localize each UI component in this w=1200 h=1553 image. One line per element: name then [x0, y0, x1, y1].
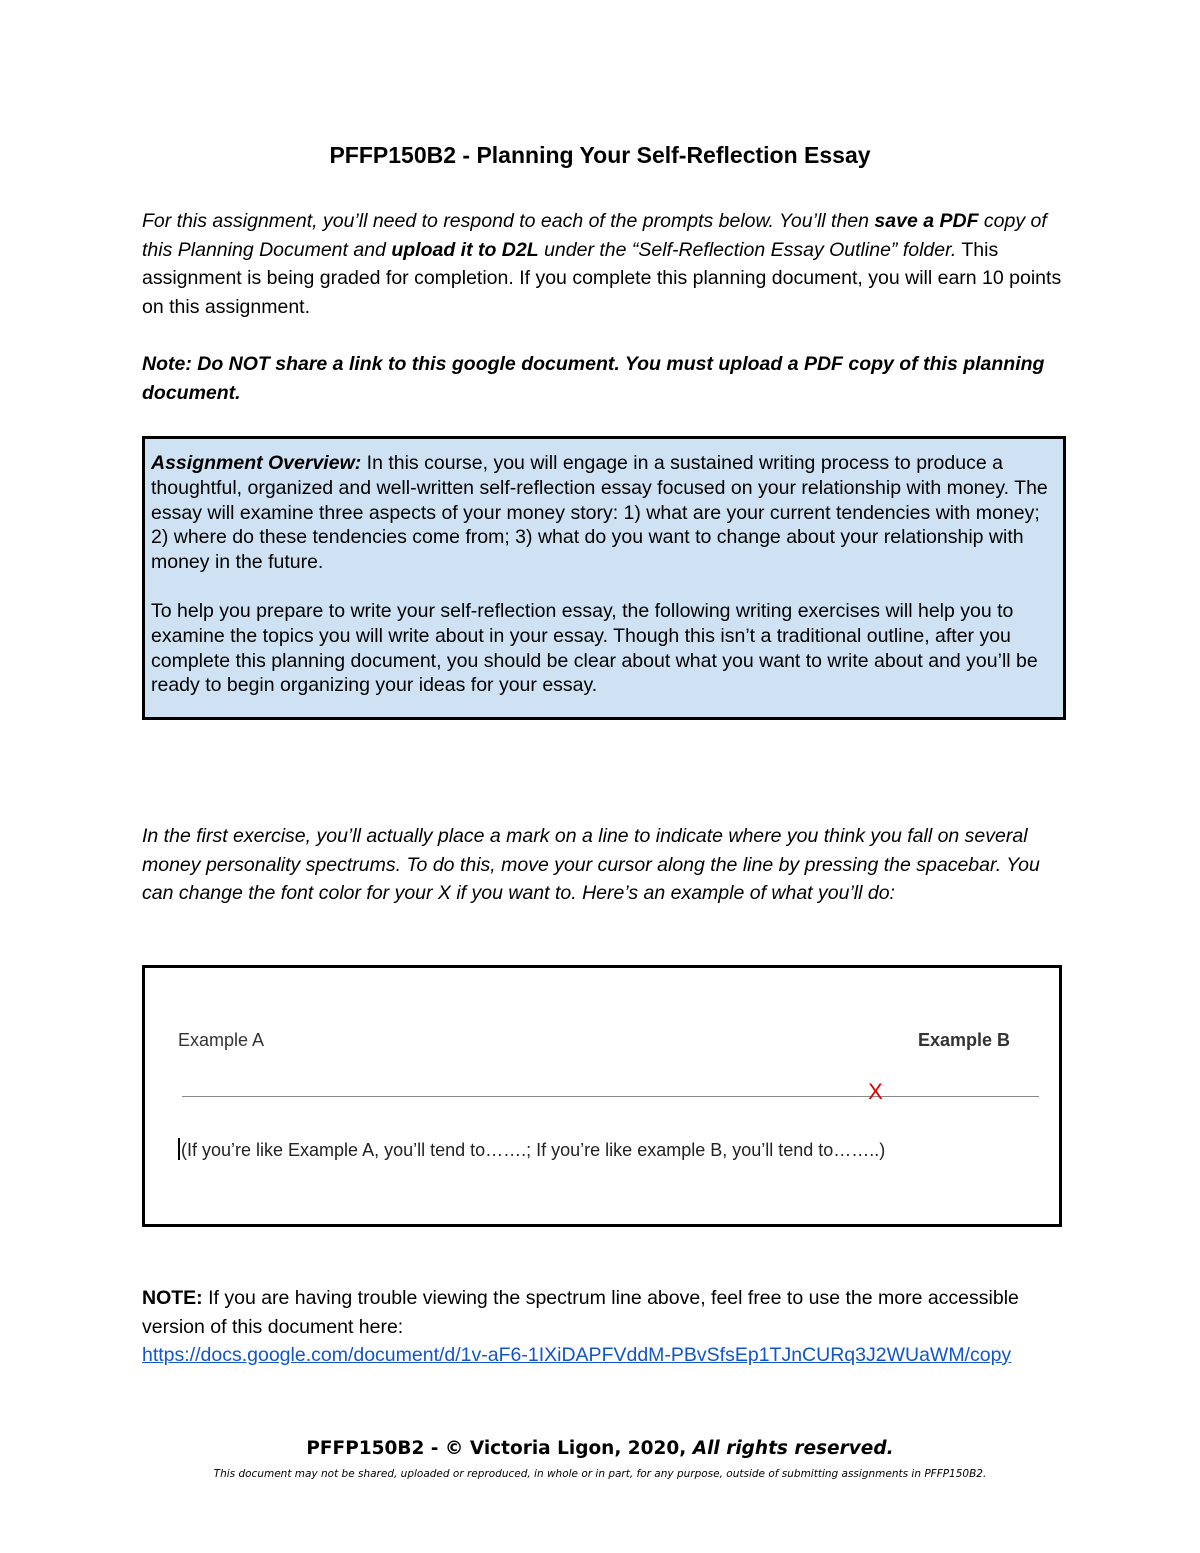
footer-disclaimer: This document may not be shared, uploaded or reproduced, in whole or in part, for any purpose, outside of submitting assignments in PFFP150B2. [213, 1468, 987, 1480]
footer-copyright [0, 1438, 1200, 1459]
access-note-label: NOTE: [142, 1287, 203, 1309]
overview-paragraph-1 [151, 451, 1051, 575]
example-spectrum-box [142, 965, 1062, 1227]
accessible-version-note [142, 1284, 1062, 1370]
overview-paragraph-2: To help you prepare to write your self-reflection essay, the following writing exercises will help you to examine the topics you will write about in your essay. Though this isn’t a traditional outline, after you complete this planning document, you should be clear about what you want to write about and you’ll be ready to begin organizing your ideas for your essay. [151, 599, 1038, 697]
intro-bold-save-pdf: save a PDF [874, 210, 979, 232]
accessible-doc-link[interactable]: https://docs.google.com/document/d/1v-aF6-1IXiDAPFVddM-PBvSfsEp1TJnCURq3J2WUaWM/copy [142, 1344, 1012, 1366]
overview-heading: Assignment Overview: [151, 452, 362, 474]
intro-text-1: For this assignment, you’ll need to respond to each of the prompts below. You’ll then [142, 210, 875, 232]
share-note: Note: Do NOT share a link to this google document. You must upload a PDF copy of this planning document. [142, 353, 1045, 404]
access-note-text: If you are having trouble viewing the spectrum line above, feel free to use the more accessible version of this document here: [142, 1287, 1019, 1338]
spectrum-line[interactable] [182, 1096, 1039, 1097]
intro-text-4: This assignment is being graded for completion. If you complete this planning document, you will earn 10 points on this assignment. [142, 238, 1062, 318]
assignment-overview-box [142, 436, 1066, 720]
example-a-label: Example A [178, 1030, 265, 1050]
intro-paragraph [142, 207, 1062, 321]
exercise-intro: In the first exercise, you’ll actually place a mark on a line to indicate where you think you fall on several money personality spectrums. To do this, move your cursor along the line by pressing the spacebar. You can change the font color for your X if you want to. Here’s an example of what you’ll do: [142, 825, 1040, 904]
overview-text-1: In this course, you will engage in a sustained writing process to produce a thoughtful, organized and well-written self-reflection essay focused on your relationship with money. The essay will examine three aspects of your money story: 1) what are your current tendencies with money; 2) where do these tendencies come from; 3) what do you want to change about your relationship with money in the future. [151, 452, 1048, 574]
intro-text-2: copy of this Planning Document and [142, 210, 1047, 261]
example-caption-text: (If you’re like Example A, you’ll tend to…….; If you’re like example B, you’ll tend to……..) [181, 1140, 886, 1160]
footer-rights: All rights reserved. [692, 1438, 894, 1459]
spectrum-x-mark: X [868, 1079, 883, 1104]
intro-text-3: under the “Self-Reflection Essay Outline” folder. [538, 238, 957, 261]
page-title: PFFP150B2 - Planning Your Self-Reflection Essay [329, 142, 871, 168]
example-b-label: Example B [917, 1030, 1010, 1050]
text-cursor [178, 1138, 180, 1160]
footer-copyright-text: PFFP150B2 - © Victoria Ligon, 2020, [306, 1438, 693, 1459]
example-caption [178, 1138, 885, 1161]
intro-bold-upload: upload it to D2L [391, 238, 539, 261]
